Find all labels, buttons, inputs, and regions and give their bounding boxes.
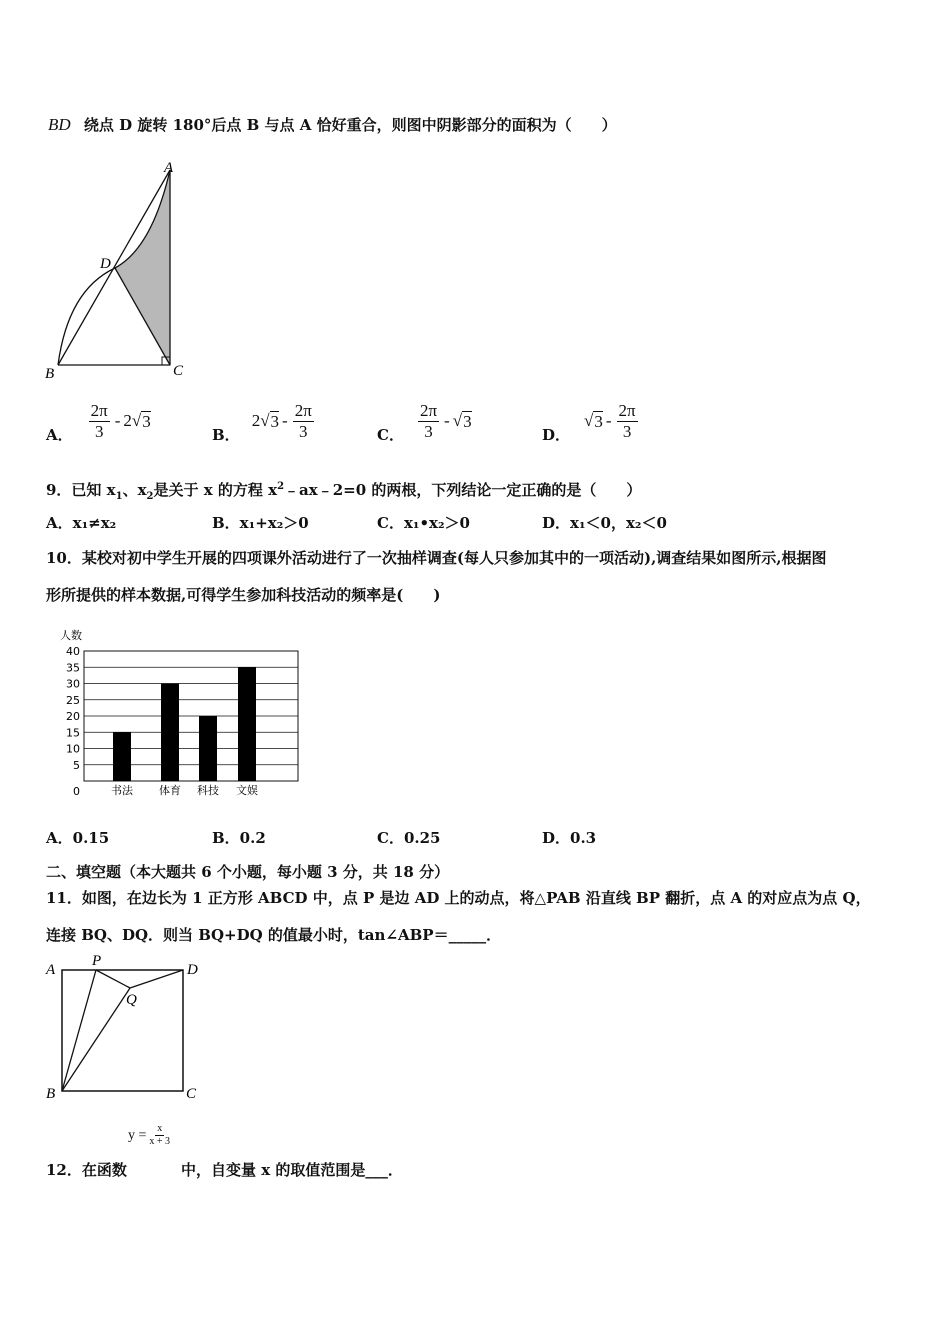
q8-option-d[interactable]: D． √ 3 - $\frac{2\pi}{3}$ xyxy=(542,400,636,444)
q8-text: 绕点 D 旋转 180°后点 B 与点 A 恰好重合，则图中阴影部分的面积为（ ） xyxy=(83,116,617,134)
fraction: $\frac{2\pi}{3}$ xyxy=(90,400,108,441)
q9-text: 9．已知 $x_1$、$x_2$是关于 x 的方程 $x^2﹣ax﹣2=0$ 的两根，下列结论一定正确的是（ ） xyxy=(46,481,642,502)
fraction: $\frac{2\pi}{3}$ xyxy=(618,400,636,441)
x-category-label: 书法 xyxy=(111,784,133,797)
y-tick-label: 15 xyxy=(66,726,80,740)
option-letter: C． xyxy=(377,426,404,444)
label-d: D xyxy=(187,962,198,978)
bar-1 xyxy=(113,732,131,781)
coefficient: 2 xyxy=(251,411,261,430)
y-tick-label: 10 xyxy=(66,742,80,756)
chart-ylabel: 人数 xyxy=(60,629,82,642)
square-abcd xyxy=(62,970,183,1091)
label-b: B xyxy=(45,366,55,382)
y-tick-label: 0 xyxy=(73,785,80,798)
q11-line1: 11．如图，在边长为 1 正方形 ABCD 中，点 P 是边 AD 上的动点，将△PAB 沿直线 BP 翻折，点 A 的对应点为点 Q， xyxy=(46,889,871,907)
q8-text-line xyxy=(48,114,617,135)
q9-option-d[interactable]: D．x₁＜0，x₂＜0 xyxy=(542,514,667,532)
label-q: Q xyxy=(126,992,137,1008)
label-d: D xyxy=(100,256,111,272)
x-category-label: 文娱 xyxy=(236,784,258,797)
minus-sign: - xyxy=(282,411,288,430)
coefficient: 2 xyxy=(123,411,132,430)
q11-figure xyxy=(40,955,220,1105)
q9-option-a[interactable]: A．x₁≠x₂ xyxy=(46,514,117,532)
q8-prefix: BD xyxy=(48,115,71,134)
segment-bq xyxy=(62,988,130,1091)
q9-option-b[interactable]: B．x₁+x₂＞0 xyxy=(212,514,309,532)
bar-chart xyxy=(40,625,320,805)
x-category-label: 科技 xyxy=(197,784,219,797)
q9-option-c[interactable]: C．x₁•x₂＞0 xyxy=(377,514,470,532)
y-tick-label: 20 xyxy=(66,710,80,723)
label-c: C xyxy=(173,363,184,379)
q12-text-a: 12．在函数 xyxy=(46,1161,127,1179)
fraction: $\frac{2\pi}{3}$ xyxy=(294,400,312,441)
section-heading: 二、填空题（本大题共 6 个小题，每小题 3 分，共 18 分） xyxy=(46,863,450,881)
y-tick-label: 40 xyxy=(66,645,80,658)
bar-3 xyxy=(199,716,217,781)
q10-line2: 形所提供的样本数据,可得学生参加科技活动的频率是( ) xyxy=(46,586,441,604)
segment-qd xyxy=(130,970,183,988)
y-tick-label: 5 xyxy=(73,758,80,772)
q8-option-b[interactable]: B． 2 √ 3 - $\frac{2\pi}{3}$ xyxy=(212,400,312,444)
label-c: C xyxy=(186,1086,197,1102)
option-letter: B． xyxy=(212,426,240,444)
label-a: A xyxy=(164,160,174,176)
label-a: A xyxy=(46,962,56,978)
q10-option-c[interactable]: C．0.25 xyxy=(377,829,441,847)
x-category-label: 体育 xyxy=(159,784,181,797)
radicand: 3 xyxy=(142,411,151,431)
label-b: B xyxy=(46,1086,56,1102)
segment-pq xyxy=(96,970,130,988)
radicand: 3 xyxy=(463,411,472,431)
q8-option-a[interactable]: A． $\frac{2\pi}{3}$ - 2 √ 3 xyxy=(46,400,151,444)
radicand: 3 xyxy=(594,411,603,431)
q8-figure xyxy=(40,160,200,390)
q10-line1: 10．某校对初中学生开展的四项课外活动进行了一次抽样调查(每人只参加其中的一项活动),调查结果如图所示,根据图 xyxy=(46,549,827,567)
y-tick-label: 35 xyxy=(66,661,80,675)
minus-sign: - xyxy=(444,411,450,430)
minus-sign: - xyxy=(605,411,612,430)
option-letter: D． xyxy=(542,426,571,444)
q11-line2: 连接 BQ、DQ．则当 BQ+DQ 的值最小时，tan∠ABP＝_____． xyxy=(46,926,502,944)
segment-bp xyxy=(62,970,96,1091)
q10-option-d[interactable]: D．0.3 xyxy=(542,829,597,847)
fraction: $\frac{2\pi}{3}$ xyxy=(419,400,438,441)
q12-text-b: 中，自变量 x 的取值范围是___． xyxy=(181,1161,403,1179)
q12-formula: y = $\frac{x}{x + 3}$ xyxy=(128,1123,171,1147)
bar-4 xyxy=(238,667,256,781)
minus-sign: - xyxy=(114,411,121,430)
radicand: 3 xyxy=(270,411,280,431)
bar-2 xyxy=(161,684,179,782)
q8-option-c[interactable]: C． $\frac{2\pi}{3}$ - √ 3 xyxy=(377,400,472,444)
label-p: P xyxy=(92,955,102,969)
y-tick-label: 30 xyxy=(66,677,80,691)
q10-option-a[interactable]: A．0.15 xyxy=(46,829,110,847)
option-letter: A． xyxy=(46,426,73,444)
y-tick-label: 25 xyxy=(66,693,80,707)
q10-option-b[interactable]: B．0.2 xyxy=(212,829,266,847)
